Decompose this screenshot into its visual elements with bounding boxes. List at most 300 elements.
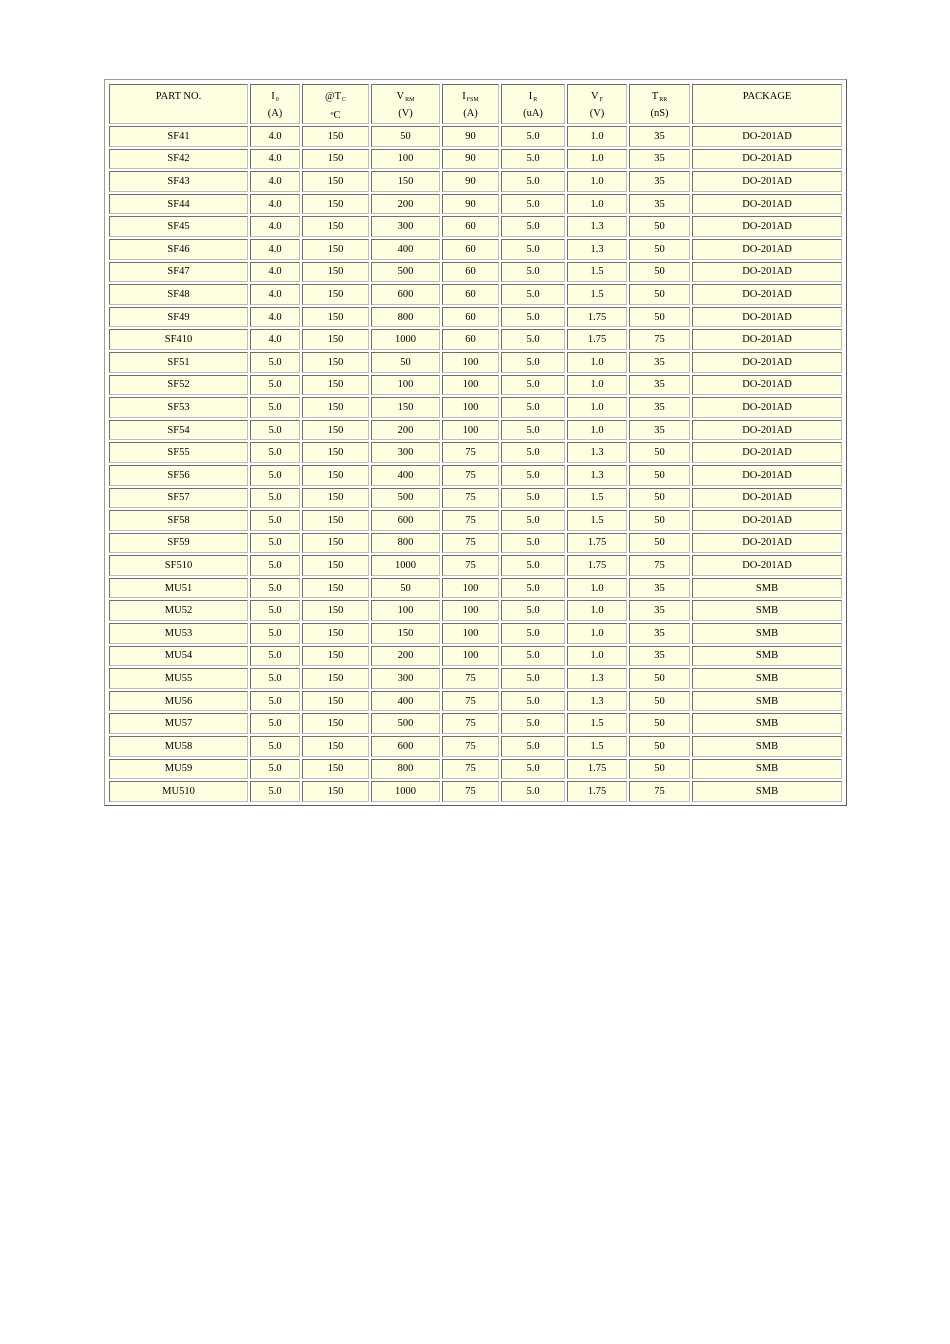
cell-vrm: 400 [371, 465, 440, 486]
cell-package: SMB [692, 736, 842, 757]
cell-io: 4.0 [250, 171, 300, 192]
cell-trr: 50 [629, 713, 690, 734]
cell-tc: 150 [302, 668, 369, 689]
cell-part-no: SF55 [109, 442, 248, 463]
cell-io: 5.0 [250, 691, 300, 712]
cell-part-no: SF54 [109, 420, 248, 441]
cell-vf: 1.3 [567, 216, 627, 237]
cell-io: 4.0 [250, 216, 300, 237]
header-part-no [109, 84, 248, 124]
header-trr-unit: (nS) [650, 108, 669, 119]
cell-trr: 50 [629, 759, 690, 780]
table-row [109, 375, 842, 396]
cell-ir: 5.0 [501, 194, 565, 215]
cell-ifsm: 75 [442, 781, 499, 802]
table-row [109, 465, 842, 486]
cell-vrm: 100 [371, 375, 440, 396]
cell-trr: 35 [629, 646, 690, 667]
table-row [109, 533, 842, 554]
cell-package: SMB [692, 646, 842, 667]
cell-vrm: 1000 [371, 555, 440, 576]
cell-vrm: 500 [371, 262, 440, 283]
cell-tc: 150 [302, 488, 369, 509]
table-row [109, 329, 842, 350]
cell-vf: 1.0 [567, 375, 627, 396]
table-row [109, 171, 842, 192]
cell-vrm: 600 [371, 284, 440, 305]
cell-vf: 1.0 [567, 352, 627, 373]
table-row [109, 194, 842, 215]
cell-io: 5.0 [250, 623, 300, 644]
cell-package: DO-201AD [692, 307, 842, 328]
cell-trr: 35 [629, 397, 690, 418]
cell-vrm: 50 [371, 578, 440, 599]
header-tc [302, 84, 369, 124]
cell-tc: 150 [302, 239, 369, 260]
header-io-subscript: 0 [275, 97, 279, 103]
cell-io: 4.0 [250, 149, 300, 170]
cell-trr: 35 [629, 352, 690, 373]
table-row [109, 759, 842, 780]
cell-part-no: MU56 [109, 691, 248, 712]
header-tc-subscript: C [342, 97, 347, 103]
cell-vrm: 200 [371, 420, 440, 441]
cell-ifsm: 75 [442, 442, 499, 463]
cell-package: SMB [692, 759, 842, 780]
cell-part-no: MU51 [109, 578, 248, 599]
header-vf-unit: (V) [589, 108, 605, 119]
cell-package: DO-201AD [692, 194, 842, 215]
table-row [109, 623, 842, 644]
header-vrm-unit: (V) [398, 108, 413, 119]
cell-vf: 1.0 [567, 149, 627, 170]
cell-part-no: SF47 [109, 262, 248, 283]
cell-vf: 1.5 [567, 488, 627, 509]
cell-vrm: 200 [371, 646, 440, 667]
cell-tc: 150 [302, 307, 369, 328]
cell-package: DO-201AD [692, 420, 842, 441]
table-row [109, 307, 842, 328]
cell-package: DO-201AD [692, 375, 842, 396]
cell-trr: 75 [629, 329, 690, 350]
cell-ifsm: 90 [442, 171, 499, 192]
table-row [109, 420, 842, 441]
cell-tc: 150 [302, 397, 369, 418]
cell-ir: 5.0 [501, 126, 565, 147]
cell-vf: 1.5 [567, 262, 627, 283]
table-row [109, 488, 842, 509]
cell-ir: 5.0 [501, 578, 565, 599]
cell-tc: 150 [302, 126, 369, 147]
header-vf-subscript: F [599, 97, 603, 103]
cell-tc: 150 [302, 352, 369, 373]
table-row [109, 262, 842, 283]
cell-vf: 1.75 [567, 307, 627, 328]
cell-vf: 1.0 [567, 646, 627, 667]
cell-ir: 5.0 [501, 623, 565, 644]
header-io [250, 84, 300, 124]
cell-ir: 5.0 [501, 759, 565, 780]
cell-ifsm: 75 [442, 488, 499, 509]
cell-vrm: 800 [371, 759, 440, 780]
header-trr-subscript: RR [659, 97, 668, 103]
cell-trr: 50 [629, 736, 690, 757]
header-ir-symbol: I [528, 91, 533, 102]
header-vrm-subscript: RM [405, 97, 415, 103]
cell-vf: 1.5 [567, 713, 627, 734]
cell-vrm: 50 [371, 126, 440, 147]
cell-ir: 5.0 [501, 555, 565, 576]
cell-io: 4.0 [250, 307, 300, 328]
cell-ifsm: 90 [442, 149, 499, 170]
cell-part-no: SF49 [109, 307, 248, 328]
table-row [109, 510, 842, 531]
cell-ir: 5.0 [501, 736, 565, 757]
cell-ifsm: 60 [442, 239, 499, 260]
cell-part-no: SF44 [109, 194, 248, 215]
table-row [109, 600, 842, 621]
cell-vrm: 200 [371, 194, 440, 215]
header-package-label: PACKAGE [742, 91, 792, 102]
cell-ir: 5.0 [501, 352, 565, 373]
cell-package: SMB [692, 691, 842, 712]
cell-ifsm: 100 [442, 375, 499, 396]
cell-io: 5.0 [250, 397, 300, 418]
cell-trr: 50 [629, 442, 690, 463]
cell-ifsm: 75 [442, 510, 499, 531]
cell-ifsm: 100 [442, 646, 499, 667]
cell-tc: 150 [302, 781, 369, 802]
cell-vrm: 100 [371, 600, 440, 621]
table-row [109, 736, 842, 757]
cell-part-no: SF48 [109, 284, 248, 305]
cell-ir: 5.0 [501, 600, 565, 621]
cell-ir: 5.0 [501, 171, 565, 192]
cell-io: 5.0 [250, 488, 300, 509]
header-trr [629, 84, 690, 124]
cell-io: 5.0 [250, 442, 300, 463]
cell-package: DO-201AD [692, 239, 842, 260]
header-ir-unit: (uA) [523, 108, 543, 119]
cell-part-no: SF510 [109, 555, 248, 576]
cell-vrm: 300 [371, 442, 440, 463]
cell-vf: 1.0 [567, 194, 627, 215]
cell-io: 5.0 [250, 375, 300, 396]
cell-ir: 5.0 [501, 691, 565, 712]
table-row [109, 555, 842, 576]
cell-part-no: MU54 [109, 646, 248, 667]
cell-trr: 50 [629, 307, 690, 328]
cell-ifsm: 100 [442, 600, 499, 621]
cell-io: 4.0 [250, 126, 300, 147]
table-row [109, 239, 842, 260]
header-ir [501, 84, 565, 124]
table-row [109, 691, 842, 712]
cell-vf: 1.0 [567, 397, 627, 418]
cell-package: DO-201AD [692, 329, 842, 350]
cell-trr: 50 [629, 239, 690, 260]
table-row [109, 578, 842, 599]
cell-ifsm: 75 [442, 533, 499, 554]
cell-part-no: SF42 [109, 149, 248, 170]
cell-vf: 1.0 [567, 600, 627, 621]
cell-ir: 5.0 [501, 646, 565, 667]
cell-io: 5.0 [250, 578, 300, 599]
cell-part-no: MU53 [109, 623, 248, 644]
cell-ir: 5.0 [501, 442, 565, 463]
cell-trr: 35 [629, 126, 690, 147]
cell-vrm: 1000 [371, 781, 440, 802]
cell-vrm: 800 [371, 533, 440, 554]
cell-trr: 35 [629, 171, 690, 192]
cell-tc: 150 [302, 284, 369, 305]
cell-ir: 5.0 [501, 329, 565, 350]
cell-trr: 75 [629, 781, 690, 802]
table-row [109, 781, 842, 802]
header-vf [567, 84, 627, 124]
cell-ir: 5.0 [501, 781, 565, 802]
cell-part-no: SF56 [109, 465, 248, 486]
cell-ir: 5.0 [501, 668, 565, 689]
cell-part-no: MU57 [109, 713, 248, 734]
cell-ifsm: 100 [442, 420, 499, 441]
cell-package: DO-201AD [692, 442, 842, 463]
cell-vf: 1.75 [567, 533, 627, 554]
cell-vf: 1.0 [567, 171, 627, 192]
cell-ifsm: 100 [442, 397, 499, 418]
cell-package: DO-201AD [692, 352, 842, 373]
cell-ifsm: 90 [442, 194, 499, 215]
cell-vrm: 150 [371, 623, 440, 644]
cell-ir: 5.0 [501, 239, 565, 260]
cell-vrm: 400 [371, 691, 440, 712]
cell-tc: 150 [302, 329, 369, 350]
cell-part-no: MU58 [109, 736, 248, 757]
cell-ifsm: 75 [442, 691, 499, 712]
cell-ir: 5.0 [501, 149, 565, 170]
cell-package: DO-201AD [692, 171, 842, 192]
cell-package: SMB [692, 600, 842, 621]
cell-io: 4.0 [250, 262, 300, 283]
cell-part-no: MU59 [109, 759, 248, 780]
cell-tc: 150 [302, 578, 369, 599]
cell-trr: 35 [629, 623, 690, 644]
cell-vf: 1.3 [567, 668, 627, 689]
table-body [109, 126, 842, 802]
cell-trr: 50 [629, 216, 690, 237]
header-trr-symbol: T [651, 91, 659, 102]
cell-package: DO-201AD [692, 284, 842, 305]
cell-tc: 150 [302, 510, 369, 531]
cell-ifsm: 60 [442, 262, 499, 283]
cell-vf: 1.5 [567, 736, 627, 757]
cell-io: 4.0 [250, 284, 300, 305]
cell-part-no: SF41 [109, 126, 248, 147]
cell-ifsm: 100 [442, 352, 499, 373]
header-ifsm [442, 84, 499, 124]
cell-vrm: 100 [371, 149, 440, 170]
cell-vrm: 600 [371, 510, 440, 531]
cell-io: 5.0 [250, 533, 300, 554]
cell-ir: 5.0 [501, 713, 565, 734]
cell-vrm: 150 [371, 397, 440, 418]
cell-vf: 1.0 [567, 623, 627, 644]
cell-tc: 150 [302, 600, 369, 621]
cell-trr: 50 [629, 510, 690, 531]
cell-trr: 50 [629, 284, 690, 305]
header-ifsm-subscript: FSM [466, 97, 479, 103]
header-vrm [371, 84, 440, 124]
cell-trr: 35 [629, 194, 690, 215]
spec-table-container [104, 79, 847, 806]
cell-package: SMB [692, 781, 842, 802]
cell-tc: 150 [302, 216, 369, 237]
cell-tc: 150 [302, 194, 369, 215]
cell-package: DO-201AD [692, 465, 842, 486]
diode-spec-table [107, 82, 844, 804]
table-row [109, 646, 842, 667]
cell-io: 5.0 [250, 600, 300, 621]
table-row [109, 713, 842, 734]
cell-trr: 75 [629, 555, 690, 576]
cell-io: 4.0 [250, 239, 300, 260]
cell-part-no: MU55 [109, 668, 248, 689]
cell-package: DO-201AD [692, 488, 842, 509]
cell-ifsm: 75 [442, 668, 499, 689]
cell-vrm: 400 [371, 239, 440, 260]
cell-tc: 150 [302, 736, 369, 757]
cell-ifsm: 60 [442, 284, 499, 305]
cell-ifsm: 60 [442, 216, 499, 237]
cell-io: 5.0 [250, 420, 300, 441]
header-vf-symbol: V [591, 91, 599, 102]
cell-vrm: 300 [371, 216, 440, 237]
cell-tc: 150 [302, 759, 369, 780]
cell-ifsm: 100 [442, 578, 499, 599]
cell-io: 4.0 [250, 329, 300, 350]
cell-ir: 5.0 [501, 375, 565, 396]
table-row [109, 126, 842, 147]
cell-io: 5.0 [250, 736, 300, 757]
cell-io: 5.0 [250, 781, 300, 802]
cell-package: DO-201AD [692, 533, 842, 554]
cell-io: 5.0 [250, 465, 300, 486]
cell-io: 5.0 [250, 668, 300, 689]
cell-tc: 150 [302, 375, 369, 396]
cell-vrm: 50 [371, 352, 440, 373]
cell-package: SMB [692, 623, 842, 644]
cell-ifsm: 75 [442, 736, 499, 757]
cell-package: DO-201AD [692, 216, 842, 237]
cell-trr: 50 [629, 488, 690, 509]
header-tc-degree: o [330, 111, 334, 117]
table-row [109, 668, 842, 689]
cell-vf: 1.5 [567, 284, 627, 305]
cell-vf: 1.75 [567, 781, 627, 802]
cell-vf: 1.75 [567, 555, 627, 576]
cell-tc: 150 [302, 149, 369, 170]
header-tc-unit: C [333, 110, 341, 121]
cell-vf: 1.75 [567, 329, 627, 350]
cell-part-no: SF410 [109, 329, 248, 350]
cell-vrm: 300 [371, 668, 440, 689]
cell-part-no: SF51 [109, 352, 248, 373]
header-io-unit: (A) [267, 108, 283, 119]
cell-vrm: 150 [371, 171, 440, 192]
cell-vrm: 800 [371, 307, 440, 328]
cell-part-no: SF57 [109, 488, 248, 509]
cell-vf: 1.3 [567, 465, 627, 486]
cell-io: 4.0 [250, 194, 300, 215]
table-row [109, 352, 842, 373]
cell-ir: 5.0 [501, 284, 565, 305]
cell-trr: 35 [629, 600, 690, 621]
cell-tc: 150 [302, 262, 369, 283]
table-row [109, 216, 842, 237]
cell-io: 5.0 [250, 555, 300, 576]
cell-ir: 5.0 [501, 397, 565, 418]
cell-trr: 35 [629, 578, 690, 599]
cell-ifsm: 75 [442, 555, 499, 576]
cell-ir: 5.0 [501, 465, 565, 486]
cell-tc: 150 [302, 442, 369, 463]
cell-ifsm: 90 [442, 126, 499, 147]
cell-ifsm: 75 [442, 713, 499, 734]
cell-vrm: 1000 [371, 329, 440, 350]
cell-ifsm: 75 [442, 759, 499, 780]
cell-io: 5.0 [250, 510, 300, 531]
table-row [109, 397, 842, 418]
cell-ifsm: 60 [442, 307, 499, 328]
header-ifsm-symbol: I [462, 91, 466, 102]
cell-package: DO-201AD [692, 149, 842, 170]
table-row [109, 442, 842, 463]
cell-trr: 50 [629, 533, 690, 554]
cell-tc: 150 [302, 713, 369, 734]
cell-trr: 35 [629, 375, 690, 396]
cell-vf: 1.5 [567, 510, 627, 531]
cell-vf: 1.75 [567, 759, 627, 780]
header-package [692, 84, 842, 124]
cell-package: SMB [692, 668, 842, 689]
cell-package: SMB [692, 578, 842, 599]
cell-ir: 5.0 [501, 420, 565, 441]
cell-package: SMB [692, 713, 842, 734]
cell-package: DO-201AD [692, 126, 842, 147]
cell-tc: 150 [302, 623, 369, 644]
cell-part-no: SF46 [109, 239, 248, 260]
header-part-no-label: PART NO. [155, 91, 202, 102]
cell-ifsm: 60 [442, 329, 499, 350]
cell-io: 5.0 [250, 646, 300, 667]
cell-ir: 5.0 [501, 262, 565, 283]
cell-ifsm: 100 [442, 623, 499, 644]
cell-vf: 1.0 [567, 578, 627, 599]
header-io-symbol: I [271, 91, 275, 102]
cell-trr: 50 [629, 668, 690, 689]
cell-vrm: 600 [371, 736, 440, 757]
cell-part-no: SF43 [109, 171, 248, 192]
cell-package: DO-201AD [692, 397, 842, 418]
cell-part-no: SF45 [109, 216, 248, 237]
cell-trr: 50 [629, 262, 690, 283]
cell-vf: 1.0 [567, 126, 627, 147]
cell-part-no: SF53 [109, 397, 248, 418]
cell-vrm: 500 [371, 488, 440, 509]
header-tc-symbol: @T [324, 91, 342, 102]
cell-package: DO-201AD [692, 510, 842, 531]
cell-part-no: MU510 [109, 781, 248, 802]
